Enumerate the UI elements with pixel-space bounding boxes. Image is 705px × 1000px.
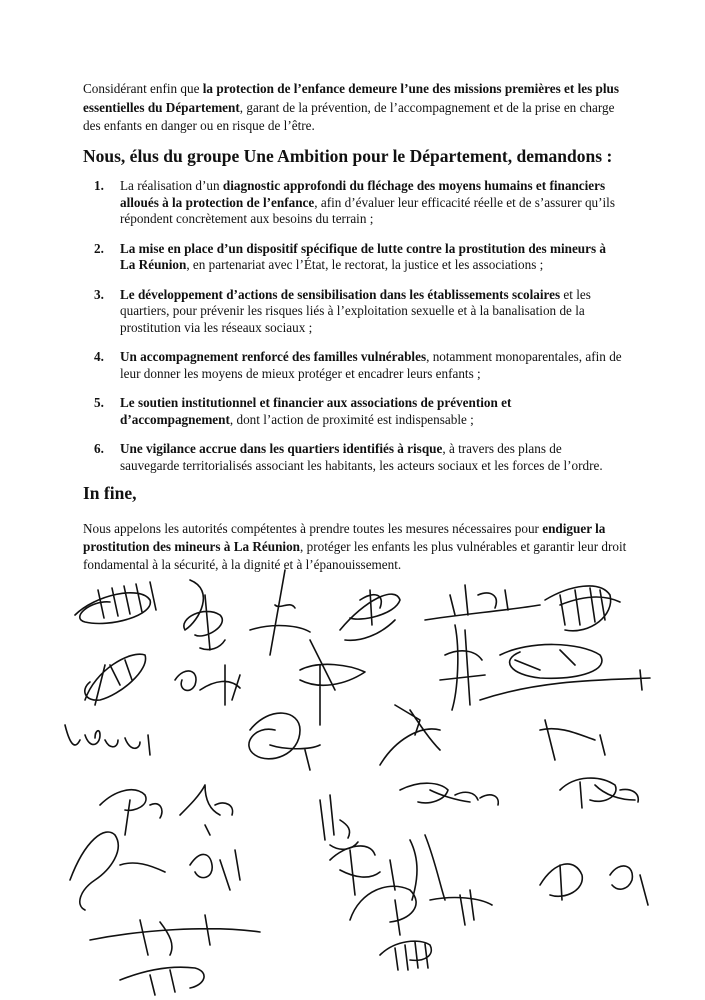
signature	[350, 886, 492, 935]
signature	[175, 665, 240, 705]
signature	[540, 864, 648, 905]
signature	[425, 585, 540, 620]
signature	[250, 570, 310, 655]
signature	[85, 654, 146, 705]
signature	[340, 590, 400, 640]
demands-list	[83, 178, 623, 474]
list-item: 1. La réalisation d’un diagnostic approfondi du fléchage des moyens humains et financiers alloués à la protection de l’enfance, afin d’évaluer leur efficacité réelle et de s’assurer qu’ils répondent concrètement aux besoins du terrain ;	[94, 178, 615, 226]
signature	[400, 783, 498, 805]
signature	[90, 915, 260, 955]
signature	[320, 795, 358, 849]
list-item: 4. Un accompagnement renforcé des familles vulnérables, notamment monoparentales, afin de leur donner les moyens de mieux protéger et encadrer leurs enfants ;	[94, 349, 622, 381]
signature	[120, 967, 204, 995]
signature	[410, 835, 445, 900]
signature	[184, 580, 225, 650]
signature	[560, 778, 638, 808]
signature	[180, 785, 233, 835]
intro-paragraph: Considérant enfin que la protection de l’enfance demeure l’une des missions premières et les plus essentielles du Département, garant de la prévention, de l’accompagnement et de la prise en charge des enfants en danger ou en risque de l’être.	[83, 81, 619, 133]
signature	[380, 941, 431, 970]
signature	[75, 582, 156, 623]
closing-paragraph: Nous appelons les autorités compétentes à prendre toutes les mesures nécessaires pour endiguer la prostitution des mineurs à La Réunion, protéger les enfants les plus vulnérables et garantir leur droit fondamental à la sécurité, à la dignité et à l’épanouissement.	[83, 521, 627, 572]
list-item: 5. Le soutien institutionnel et financier aux associations de prévention et d’accompagnement, dont l’action de proximité est indispensable ;	[94, 395, 512, 427]
signature	[65, 725, 150, 755]
signatures-area	[0, 560, 705, 1000]
signature	[249, 713, 320, 770]
signature	[70, 832, 165, 910]
in-fine-heading: In fine,	[83, 483, 137, 503]
list-item: 3. Le développement d’actions de sensibilisation dans les établissements scolaires et les quartiers, pour prévenir les risques liés à l’exploitation sexuelle et à la banalisation de la prostitution via les réseaux sociaux ;	[94, 286, 591, 335]
signature	[480, 644, 650, 700]
signature	[380, 705, 440, 765]
signature	[190, 850, 240, 890]
demands-heading: Nous, élus du groupe Une Ambition pour le Département, demandons :	[83, 146, 613, 166]
signature	[300, 640, 365, 725]
signature	[440, 625, 485, 710]
signature	[545, 586, 620, 631]
signature	[540, 720, 605, 760]
list-item: 6. Une vigilance accrue dans les quartiers identifiés à risque, à travers des plans de sauvegarde territorialisés associant les habitants, les acteurs sociaux et les forces de l’ordre.	[94, 441, 603, 473]
signature	[100, 790, 162, 835]
list-item: 2. La mise en place d’un dispositif spécifique de lutte contre la prostitution des mineurs à La Réunion, en partenariat avec l’État, le rectorat, la justice et les associations ;	[94, 240, 607, 272]
